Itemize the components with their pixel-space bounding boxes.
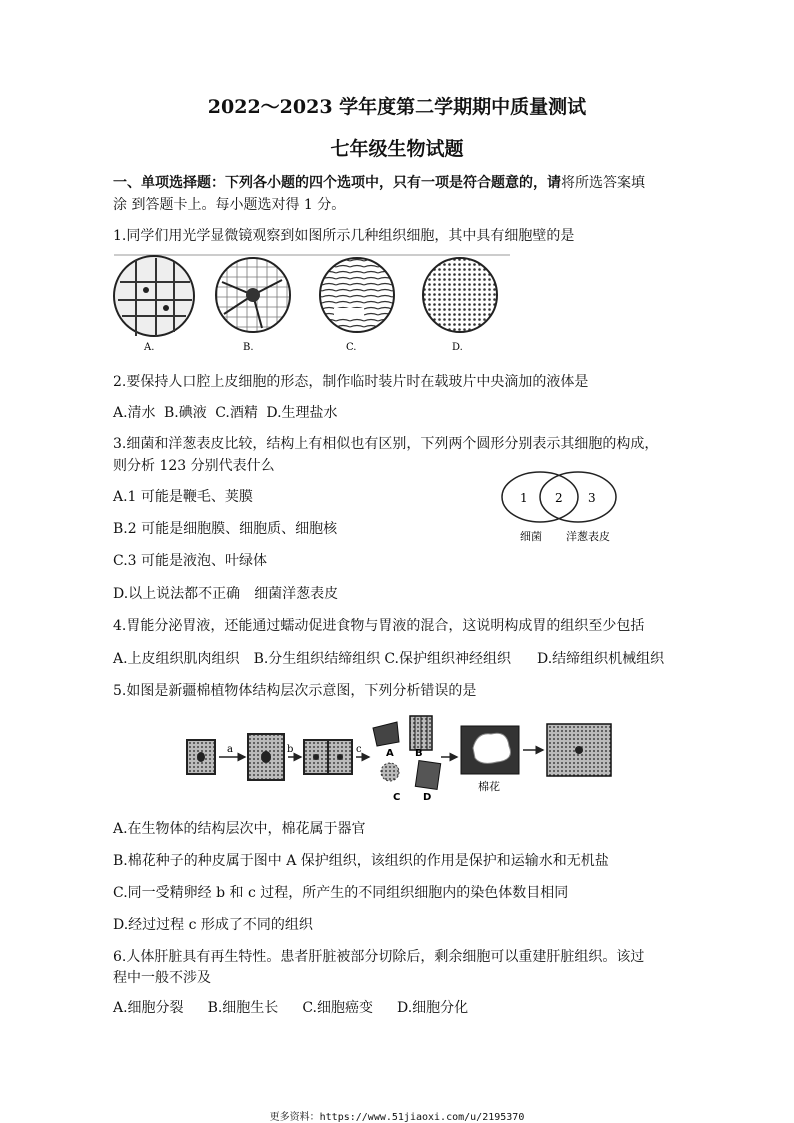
q6-option-a: A.细胞分裂: [113, 1000, 184, 1016]
footer-link[interactable]: 更多资料：https://www.51jiaoxi.com/u/2195370: [269, 1112, 525, 1123]
section-heading-line2: 涂 到答题卡上。每小题选对得 1 分。: [113, 197, 346, 213]
figure-label-c: C.: [346, 342, 357, 353]
q6-options: [113, 997, 468, 1017]
cotton-boll-icon: [461, 726, 519, 774]
cell-image-a: [114, 256, 194, 336]
q1-stem: 1.同学们用光学显微镜观察到如图所示几种组织细胞，其中具有细胞壁的是: [113, 228, 575, 244]
cotton-label: 棉花: [478, 780, 500, 793]
q5-option-c: C.同一受精卵经 b 和 c 过程，所产生的不同组织细胞内的染色体数目相同: [113, 885, 569, 901]
q5-option-b: B.棉花种子的种皮属于图中 A 保护组织，该组织的作用是保护和运输水和无机盐: [113, 853, 609, 869]
figure-label-d: D.: [452, 342, 463, 353]
venn-diagram: [498, 470, 622, 546]
venn-right-label: 洋葱表皮: [566, 530, 610, 543]
q5-option-a: A.在生物体的结构层次中，棉花属于器官: [113, 821, 366, 837]
q3-option-b: B.2 可能是细胞膜、细胞质、细胞核: [113, 521, 338, 537]
process-c-label: c: [356, 744, 362, 755]
venn-left-label: 细菌: [520, 530, 542, 543]
section-heading-rest: 将所选答案填: [561, 175, 645, 191]
divided-cells-icon: [304, 740, 352, 774]
q6-stem-line1: 6.人体肝脏具有再生特性。患者肝脏被部分切除后，剩余细胞可以重建肝脏组织。该过: [113, 949, 645, 965]
tissue-d-icon: [415, 761, 440, 790]
figure-label-a: A.: [144, 342, 155, 353]
q6-option-c: C.细胞癌变: [302, 1000, 373, 1016]
cell-image-d: [423, 258, 497, 332]
tissue-b-icon: [410, 716, 432, 750]
cotton-plant-icon: [547, 724, 611, 776]
q2-option-c: C.酒精: [215, 405, 258, 421]
q3-option-d-text: D.以上说法都不正确: [113, 586, 241, 602]
q5-figure: [185, 714, 615, 806]
cell-image-c: [320, 258, 394, 332]
venn-region-1: 1: [520, 491, 528, 505]
tissue-d-label: D: [423, 792, 432, 803]
q4-option-c: C.保护组织神经组织: [384, 651, 511, 667]
q6-option-d: D.细胞分化: [396, 1000, 469, 1016]
q4-option-b: B.分生组织结缔组织: [253, 651, 381, 667]
q5-stem: 5.如图是新疆棉植物体结构层次示意图，下列分析错误的是: [113, 683, 477, 699]
process-b-label: b: [287, 744, 294, 755]
q3-stem-line1: 3.细菌和洋葱表皮比较，结构上有相似也有区别，下列两个圆形分别表示其细胞的构成，: [113, 436, 659, 452]
cell-image-b: [216, 258, 290, 332]
q6-option-b: B.细胞生长: [207, 1000, 279, 1016]
q3-option-d-extra: 细菌洋葱表皮: [254, 586, 339, 602]
venn-region-3: 3: [588, 491, 596, 505]
q2-option-d: D.生理盐水: [266, 405, 338, 421]
q5-option-d: D.经过过程 c 形成了不同的组织: [113, 917, 313, 933]
tissue-c-icon: [381, 763, 399, 781]
q1-figure: [112, 252, 512, 358]
q4-stem: 4.胃能分泌胃液，还能通过蠕动促进食物与胃液的混合，这说明构成胃的组织至少包括: [113, 618, 645, 634]
tissue-b-label: B: [415, 748, 423, 759]
q2-option-b: B.碘液: [164, 405, 207, 421]
tissue-a-label: A: [386, 748, 394, 759]
single-cell-icon: [187, 740, 215, 774]
grown-cell-icon: [248, 734, 284, 780]
tissue-c-label: C: [393, 792, 401, 803]
tissue-a-icon: [373, 722, 399, 746]
q3-option-a: A.1 可能是鞭毛、荚膜: [113, 489, 253, 505]
q4-options: [113, 648, 664, 668]
q3-stem-line2: 则分析 123 分别代表什么: [113, 458, 275, 474]
venn-region-2: 2: [555, 491, 563, 505]
q2-options: [113, 402, 348, 422]
section-heading: [113, 172, 645, 192]
exam-title: 2022～2023 学年度第二学期期中质量测试: [207, 96, 587, 118]
q3-option-c: C.3 可能是液泡、叶绿体: [113, 553, 268, 569]
q6-stem-line2: 程中一般不涉及: [113, 970, 211, 986]
section-heading-bold: 一、单项选择题：下列各小题的四个选项中，只有一项是符合题意的，请: [113, 175, 561, 191]
figure-label-b: B.: [243, 342, 254, 353]
process-a-label: a: [227, 744, 233, 755]
q4-option-d: D.结缔组织机械组织: [536, 651, 665, 667]
q2-stem: 2.要保持人口腔上皮细胞的形态，制作临时装片时在载玻片中央滴加的液体是: [113, 374, 589, 390]
q3-option-d: [113, 583, 338, 603]
q2-option-a: A.清水: [113, 405, 156, 421]
exam-subtitle: 七年级生物试题: [330, 138, 464, 160]
q4-option-a: A.上皮组织肌肉组织: [113, 651, 240, 667]
